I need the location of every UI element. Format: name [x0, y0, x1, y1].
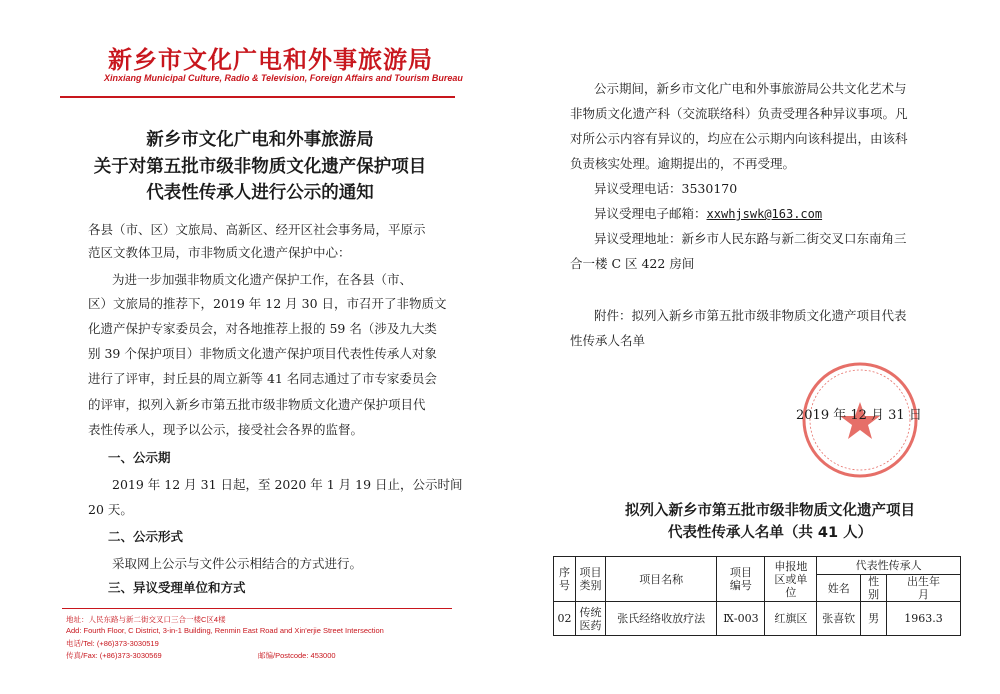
header-birth: 出生年月: [887, 575, 961, 602]
footer-postcode: 邮编/Postcode: 453000: [258, 651, 336, 660]
section-1-line-1: 2019 年 12 月 31 日起，至 2020 年 1 月 19 日止，公示时间: [112, 477, 463, 492]
right-body-line-2: 非物质文化遗产科（交流联络科）负责受理各种异议事项。凡: [570, 106, 908, 121]
body-line-3: 化遗产保护专家委员会，对各地推荐上报的 59 名（涉及九大类: [88, 321, 437, 336]
section-2-heading: 二、公示形式: [108, 529, 184, 544]
section-3-heading: 三、异议受理单位和方式: [108, 580, 246, 595]
notice-title-line-1: 新乡市文化广电和外事旅游局: [146, 130, 374, 150]
table-header-row: [554, 557, 961, 575]
email-label: 异议受理电子邮箱：: [594, 206, 707, 221]
signature-date: 2019 年 12 月 31 日: [796, 408, 922, 423]
attachment-line-1: 附件：拟列入新乡市第五批市级非物质文化遗产项目代表: [594, 308, 907, 323]
addressee-line-1: 各县（市、区）文旅局、高新区、经开区社会事务局，平原示: [88, 222, 426, 237]
cell-gender: 男: [861, 602, 887, 636]
letterhead-org-name: 新乡市文化广电和外事旅游局: [108, 46, 433, 74]
addressee-line-2: 范区文教体卫局，市非物质文化遗产保护中心：: [88, 245, 351, 260]
body-line-6: 的评审，拟列入新乡市第五批市级非物质文化遗产保护项目代: [88, 397, 426, 412]
cell-region: 红旗区: [765, 602, 817, 636]
letterhead-org-name-en: Xinxiang Municipal Culture, Radio & Television, Foreign Affairs and Tourism Bureau: [104, 73, 463, 83]
cell-project-code: Ⅸ-003: [717, 602, 765, 636]
email-line: [594, 206, 822, 222]
phone-line: [594, 181, 737, 197]
body-line-1: 为进一步加强非物质文化遗产保护工作，在各县（市、: [112, 272, 413, 287]
phone-label: 异议受理电话：: [594, 181, 682, 196]
address-line-2: 合一楼 C 区 422 房间: [570, 256, 695, 271]
notice-title-line-2: 关于对第五批市级非物质文化遗产保护项目: [93, 157, 427, 177]
list-title-line-2: 代表性传承人名单（共 41 人）: [667, 525, 873, 541]
footer-address-en: Add: Fourth Floor, C District, 3-in-1 Building, Renmin East Road and Xin'erjie Street Intersection: [66, 626, 384, 635]
email-address: xxwhjswk@163.com: [706, 207, 823, 221]
attachment-line-2: 性传承人名单: [570, 333, 646, 348]
letterhead-divider: [60, 96, 455, 98]
cell-birth: 1963.3: [887, 602, 961, 636]
notice-title-line-3: 代表性传承人进行公示的通知: [146, 183, 374, 203]
right-body-line-4: 负责核实处理。逾期提出的，不再受理。: [570, 156, 796, 171]
body-line-7: 表性传承人，现予以公示，接受社会各界的监督。: [88, 422, 364, 437]
footer-divider: [62, 608, 452, 609]
right-page: [500, 0, 1000, 694]
header-seq: 序号: [554, 557, 576, 602]
header-gender: 性别: [861, 575, 887, 602]
footer-fax: 传真/Fax: (+86)373-3030569: [66, 651, 162, 660]
table-row: [554, 602, 961, 636]
body-line-4: 别 39 个保护项目）非物质文化遗产保护项目代表性传承人对象: [88, 346, 437, 361]
section-2-line: 采取网上公示与文件公示相结合的方式进行。: [112, 556, 363, 571]
cell-person-name: 张喜钦: [817, 602, 861, 636]
cell-category: 传统医药: [575, 602, 605, 636]
section-1-heading: 一、公示期: [108, 450, 171, 465]
header-category: 项目类别: [575, 557, 605, 602]
footer-tel: 电话/Tel: (+86)373-3030519: [66, 639, 159, 648]
header-region: 申报地区或单位: [765, 557, 817, 602]
body-line-5: 进行了评审，封丘县的周立新等 41 名同志通过了市专家委员会: [88, 371, 437, 386]
body-line-2: 区）文旅局的推荐下，2019 年 12 月 30 日，市召开了非物质文: [88, 296, 447, 311]
cell-seq: 02: [554, 602, 576, 636]
phone-number: 3530170: [681, 181, 738, 196]
cell-project-name: 张氏经络收放疗法: [605, 602, 717, 636]
header-inheritor-group: 代表性传承人: [817, 557, 961, 575]
right-body-line-3: 对所公示内容有异议的，均应在公示期内向该科提出，由该科: [570, 131, 908, 146]
address-line-1: 异议受理地址：新乡市人民东路与新二街交叉口东南角三: [594, 231, 907, 246]
inheritor-table: [553, 556, 961, 636]
header-project-code: 项目编号: [717, 557, 765, 602]
header-person-name: 姓名: [817, 575, 861, 602]
section-1-line-2: 20 天。: [88, 502, 133, 517]
footer-address-cn: 地址：人民东路与新二街交叉口三合一楼C区4楼: [66, 615, 226, 624]
header-project-name: 项目名称: [605, 557, 717, 602]
right-body-line-1: 公示期间，新乡市文化广电和外事旅游局公共文化艺术与: [594, 81, 907, 96]
list-title-line-1: 拟列入新乡市第五批市级非物质文化遗产项目: [625, 503, 915, 519]
